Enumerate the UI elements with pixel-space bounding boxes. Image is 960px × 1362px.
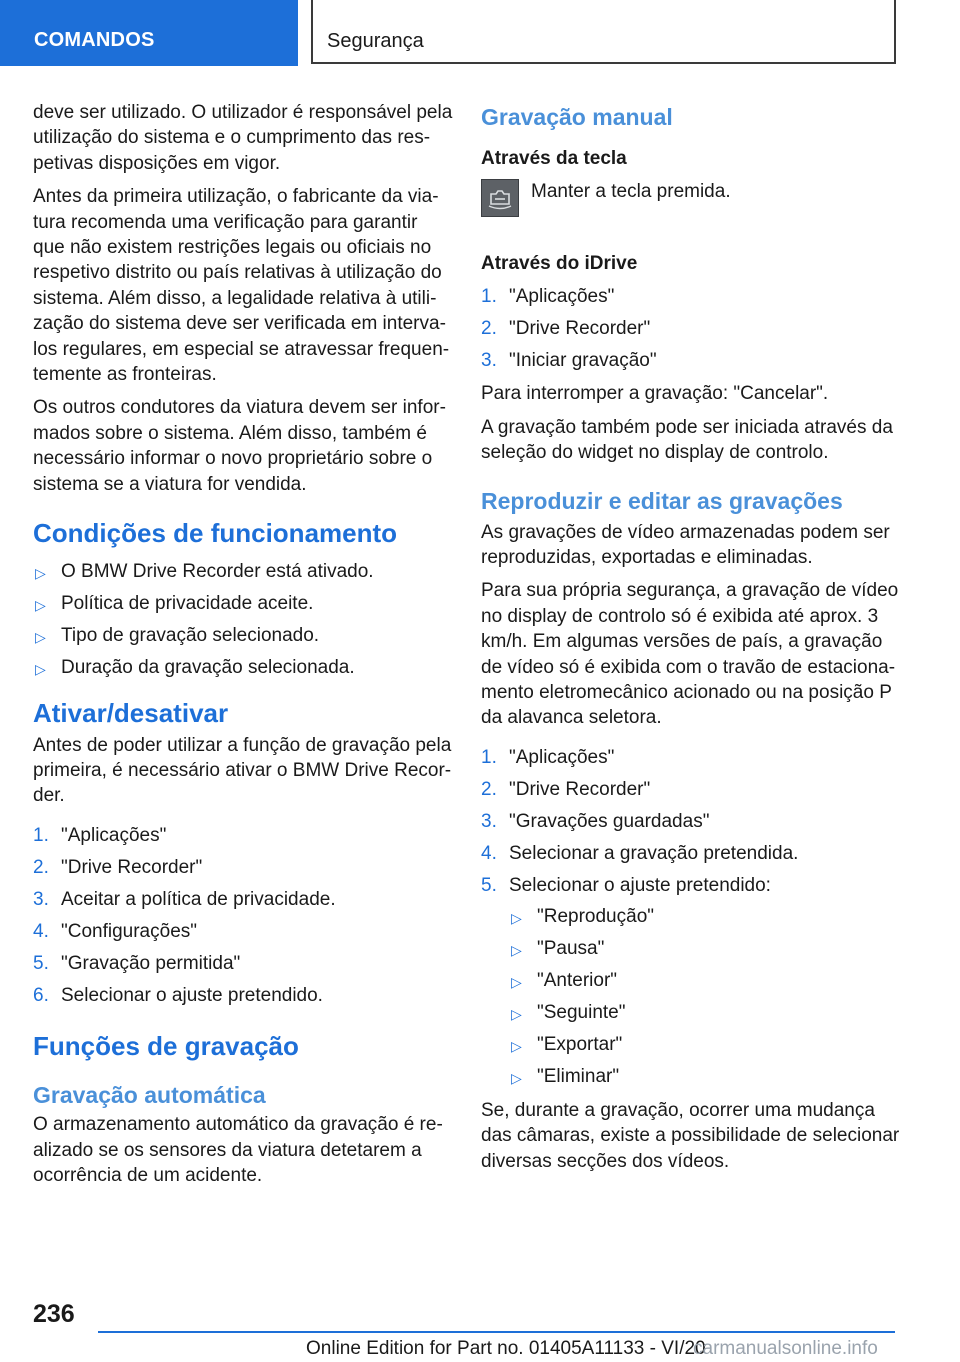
triangle-bullet-icon: ▷: [35, 629, 46, 646]
watermark: carmanualsonline.info: [693, 1338, 878, 1359]
paragraph: O armazenamento automático da gravação é realizado se os sensores da viatura detetarem a ocorrência de um acidente.: [33, 1114, 443, 1186]
playback-steps: [481, 745, 901, 1090]
list-item: 3. "Iniciar gravação": [481, 350, 657, 371]
key-instruction: [481, 179, 901, 231]
triangle-bullet-icon: ▷: [511, 1070, 522, 1087]
right-column: [481, 100, 901, 1182]
triangle-bullet-icon: ▷: [511, 1006, 522, 1023]
triangle-bullet-icon: ▷: [35, 597, 46, 614]
triangle-bullet-icon: ▷: [35, 565, 46, 582]
heading-manual: Gravação manual: [481, 104, 673, 130]
list-item: ▷ Tipo de gravação selecionado.: [33, 623, 453, 648]
paragraph: Os outros condutores da viatura devem ser informados sobre o sistema. Além disso, também é necessário informar o novo proprietário sobre o sistema se a viatura for vendida.: [33, 397, 446, 495]
triangle-bullet-icon: ▷: [35, 661, 46, 678]
list-item: 1. "Aplicações": [481, 286, 615, 307]
activate-steps: [33, 823, 453, 1008]
list-item: 4. Selecionar a gravação pretendida.: [481, 842, 799, 864]
triangle-bullet-icon: ▷: [511, 974, 522, 991]
left-column: [33, 100, 453, 1196]
conditions-list: [33, 559, 453, 680]
section-tab: COMANDOS: [0, 0, 298, 66]
list-item: 5. "Gravação permitida": [33, 952, 241, 974]
list-item: 2. "Drive Recorder": [33, 856, 203, 878]
list-item: ▷ Duração da gravação selecionada.: [33, 655, 453, 680]
list-item: ▷ "Pausa": [509, 936, 901, 961]
list-item: ▷ "Exportar": [509, 1032, 901, 1057]
list-item: 4. "Configurações": [33, 920, 198, 942]
heading-activate: Ativar/desativar: [33, 697, 229, 728]
footer-divider: [98, 1331, 895, 1333]
paragraph: As gravações de vídeo armazenadas podem ser reproduzidas, exportadas e eliminadas.: [481, 521, 890, 569]
page-number: 236: [33, 1300, 75, 1328]
paragraph: Se, durante a gravação, ocorrer uma mudança das câmaras, existe a possibilidade de selecionar diversas secções dos vídeos.: [481, 1099, 900, 1172]
list-item: ▷ "Anterior": [509, 968, 901, 993]
list-item: ▷ "Seguinte": [509, 1000, 901, 1025]
triangle-bullet-icon: ▷: [511, 942, 522, 959]
paragraph: Antes de poder utilizar a função de gravação pela primeira, é necessário ativar o BMW Drive Recorder.: [33, 734, 452, 807]
list-item: 3. Aceitar a política de privacidade.: [33, 888, 336, 910]
edition-text: Online Edition for Part no. 01405A11133 - VI/20: [306, 1338, 706, 1359]
paragraph: Para interromper a gravação: "Cancelar".: [481, 383, 829, 405]
list-item: 2. "Drive Recorder": [481, 778, 651, 800]
heading-playback: Reproduzir e editar as gravações: [481, 487, 843, 514]
paragraph: A gravação também pode ser iniciada através da seleção do widget no display de controlo.: [481, 416, 893, 464]
page-header: [0, 0, 960, 68]
heading-conditions: Condições de funcionamento: [33, 518, 398, 549]
key-text: Manter a tecla premida.: [531, 181, 731, 202]
heading-functions: Funções de gravação: [33, 1031, 299, 1062]
list-item: 1. "Aplicações": [33, 824, 167, 846]
list-item: 1. "Aplicações": [481, 746, 615, 768]
paragraph: deve ser utilizado. O utilizador é responsável pela utilização do sistema e o cumprimento das respetivas disposições em vigor.: [33, 102, 453, 174]
drive-recorder-key-icon: [481, 179, 519, 217]
list-item: ▷ "Reprodução": [509, 904, 901, 929]
list-item: 2. "Drive Recorder": [481, 318, 651, 339]
list-item: ▷ Política de privacidade aceite.: [33, 591, 453, 616]
list-item: ▷ O BMW Drive Recorder está ativado.: [33, 559, 453, 584]
list-item: 5. Selecionar o ajuste pretendido: ▷ "Reprodução" ▷ "Pausa" ▷ "Anterior" ▷ "Seguinte" ▷ "Exportar" ▷ "Eliminar": [481, 873, 901, 1090]
heading-via-idrive: Através do iDrive: [481, 253, 638, 274]
chapter-title: Segurança: [311, 0, 896, 64]
heading-auto: Gravação automática: [33, 1082, 266, 1109]
paragraph: Para sua própria segurança, a gravação de vídeo no display de controlo só é exibida até aprox. 3 km/h. Em algumas versões de país, a gravação de vídeo só é exibida com o travão de estacionamento eletromecânico acionado ou na posição P da alavanca seletora.: [481, 580, 899, 729]
list-item: 6. Selecionar o ajuste pretendido.: [33, 984, 323, 1006]
triangle-bullet-icon: ▷: [511, 1038, 522, 1055]
list-item: 3. "Gravações guardadas": [481, 810, 710, 832]
triangle-bullet-icon: ▷: [511, 910, 522, 927]
list-item: ▷ "Eliminar": [509, 1064, 901, 1089]
heading-via-key: Através da tecla: [481, 148, 627, 169]
idrive-steps: [481, 284, 901, 373]
playback-options: [509, 904, 901, 1089]
paragraph: Antes da primeira utilização, o fabricante da viatura recomenda uma verificação para garantir que não existem restrições legais ou oficiais no respetivo distrito ou país relativas à utilização do sistema. Além disso, a legalidade relativa à utilização do sistema deve ser verificada em intervalos regulares, em especial se atravessar frequentemente as fronteiras.: [33, 186, 450, 386]
